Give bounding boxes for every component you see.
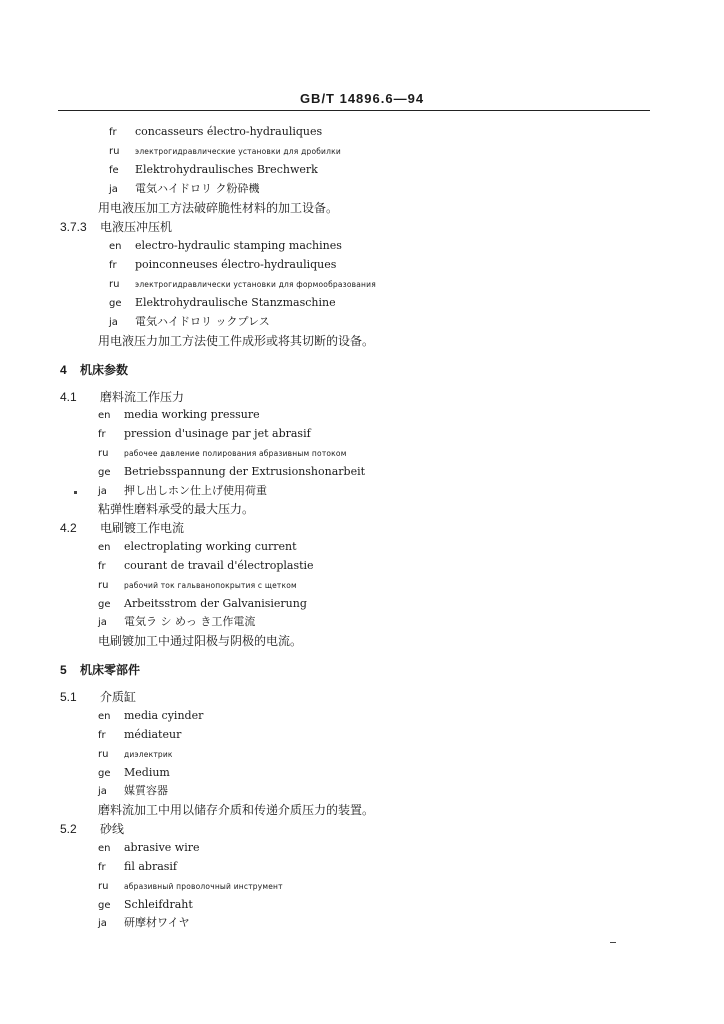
section-title: 机床参数 [80,363,129,377]
term-row [109,275,376,294]
term-text: Elektrohydraulisches Brechwerk [135,163,318,176]
lang-code: en [98,843,111,854]
term-text: fil abrasif [124,860,178,873]
clause-number: 4.2 [60,521,77,535]
term-text: concasseurs électro-hydrauliques [135,125,323,138]
term-text: 押し出しホン仕上げ使用荷重 [124,484,267,497]
lang-code: ja [98,486,107,497]
clause-number: 3.7.3 [60,220,87,234]
lang-code: ja [98,786,107,797]
term-text: electro-hydraulic stamping machines [135,239,342,252]
lang-code: en [98,542,111,553]
clause-title: 砂线 [100,822,125,836]
term-row [98,839,200,858]
term-row [98,595,307,614]
term-text: media cyinder [124,709,204,722]
lang-code: fr [98,730,106,741]
lang-code: ge [98,768,111,779]
term-text: 電気ハイドロリ ックプレス [135,315,270,328]
clause-heading [60,218,172,236]
term-row [109,237,342,256]
term-row [98,764,170,783]
clause-heading [60,388,184,406]
lang-code: ru [109,279,120,290]
definition: 磨料流加工中用以储存介质和传递介质压力的装置。 [98,803,375,817]
term-row [98,707,203,726]
lang-code: en [109,241,122,252]
section-heading [60,661,140,679]
lang-code: ge [98,467,111,478]
term-row [98,406,260,425]
clause-title: 电液压冲压机 [100,220,173,234]
term-text: Schleifdraht [124,898,193,911]
term-text: электрогидравлически установки для формообразования [135,280,376,289]
lang-code: fr [109,260,117,271]
term-row [98,444,347,463]
term-text: abrasive wire [124,841,200,854]
lang-code: fr [98,862,106,873]
term-row [109,313,270,332]
page-header: GB/T 14896.6—94 [299,91,425,106]
lang-code: ja [109,184,118,195]
clause-heading [60,519,184,537]
term-row [98,538,297,557]
term-text: electroplating working current [124,540,297,553]
term-row [98,745,173,764]
term-row [109,142,341,161]
term-text: электрогидравлические установки для дробилки [135,147,341,156]
definition: 用电液压加工方法破碎脆性材料的加工设备。 [98,201,339,215]
lang-code: ge [98,900,111,911]
section-number: 5 [60,663,67,677]
scan-speck [74,491,77,494]
term-text: абразивный проволочный инструмент [124,882,283,891]
term-row [98,726,181,745]
clause-title: 电刷镀工作电流 [100,521,185,535]
term-text: диэлектрик [124,750,173,759]
term-row [98,877,283,896]
term-text: 電気ラ シ めっ き工作電流 [124,615,256,628]
term-row [109,256,336,275]
term-row [109,294,336,313]
section-heading [60,361,128,379]
term-text: 媒質容器 [124,784,168,797]
clause-number: 5.2 [60,822,77,836]
lang-code: en [98,711,111,722]
term-text: 研摩材ワイヤ [124,916,190,929]
clause-heading [60,820,124,838]
clause-title: 介质缸 [100,690,137,704]
term-text: рабочее давление полирования абразивным потоком [124,449,347,458]
lang-code: ja [109,317,118,328]
lang-code: ge [109,298,122,309]
term-row [98,858,177,877]
term-text: courant de travail d'électroplastie [124,559,314,572]
clause-title: 磨料流工作压力 [100,390,185,404]
lang-code: fr [98,561,106,572]
term-text: pression d'usinage par jet abrasif [124,427,311,440]
term-text: media working pressure [124,408,260,421]
header-rule [58,110,650,111]
term-row [98,463,365,482]
lang-code: en [98,410,111,421]
definition: 用电液压力加工方法使工件成形或将其切断的设备。 [98,334,375,348]
clause-heading [60,688,136,706]
term-row [98,782,168,801]
term-row [98,576,297,595]
lang-code: ru [98,881,109,892]
term-row [98,896,193,915]
lang-code: ru [109,146,120,157]
clause-number: 5.1 [60,690,77,704]
term-row [98,482,267,501]
lang-code: fr [98,429,106,440]
term-text: рабочий ток гальванопокрытия с щетком [124,581,297,590]
lang-code: ru [98,448,109,459]
term-row [98,613,255,632]
definition: 电刷镀加工中通过阳极与阴极的电流。 [98,634,303,648]
term-row [109,123,322,142]
term-text: poinconneuses électro-hydrauliques [135,258,337,271]
term-text: médiateur [124,728,182,741]
lang-code: ja [98,617,107,628]
term-row [109,161,318,180]
term-text: Betriebsspannung der Extrusionshonarbeit [124,465,366,478]
term-row [98,557,314,576]
lang-code: fe [109,165,119,176]
term-text: Medium [124,766,170,779]
section-title: 机床零部件 [80,663,141,677]
lang-code: ru [98,749,109,760]
section-number: 4 [60,363,67,377]
lang-code: ja [98,918,107,929]
lang-code: ru [98,580,109,591]
clause-number: 4.1 [60,390,77,404]
term-row [98,914,190,933]
term-row [98,425,311,444]
lang-code: ge [98,599,111,610]
definition: 粘弹性磨料承受的最大压力。 [98,502,255,516]
scan-speck [610,942,616,943]
lang-code: fr [109,127,117,138]
term-row [109,180,260,199]
term-text: Arbeitsstrom der Galvanisierung [124,597,307,610]
term-text: 電気ハイドロリ ク粉砕機 [135,182,260,195]
term-text: Elektrohydraulische Stanzmaschine [135,296,336,309]
